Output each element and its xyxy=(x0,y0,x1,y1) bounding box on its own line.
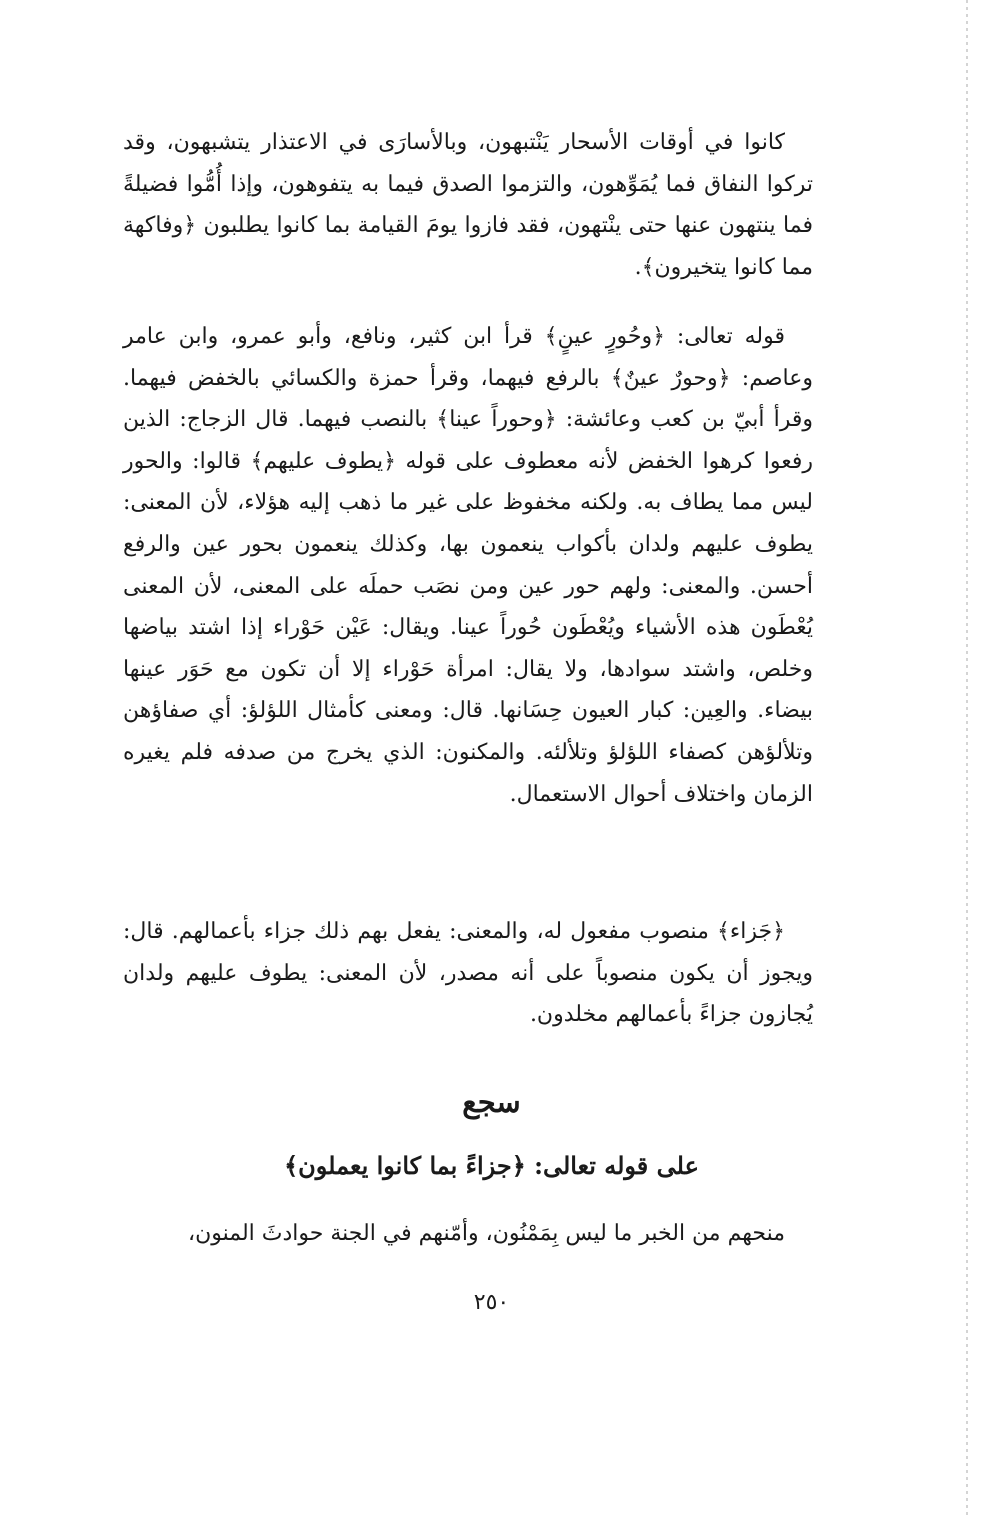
paragraph-3-text: ﴿جَزاء﴾ منصوب مفعول له، والمعنى: يفعل بهم ذلك جزاء بأعمالهم. قال: ويجوز أن يكون منصوباً على أنه مصدر، لأن المعنى: يطوف عليهم ولدان يُجازون جزاءً بأعمالهم مخلدون. xyxy=(123,919,813,1028)
paragraph-2-text: قوله تعالى: ﴿وحُورٍ عينٍ﴾ قرأ ابن كثير، ونافع، وأبو عمرو، وابن عامر وعاصم: ﴿وحورٌ عينٌ﴾ بالرفع فيهما، وقرأ حمزة والكسائي بالخفض فيهما. وقرأ أبيّ بن كعب وعائشة: ﴿وحوراً عينا﴾ بالنصب فيهما. قال الزجاج: الذين رفعوا كرهوا الخفض لأنه معطوف على قوله ﴿يطوف عليهم﴾ قالوا: والحور ليس مما يطاف به. ولكنه مخفوظ على غير ما ذهب إليه هؤلاء، لأن المعنى: يطوف عليهم ولدان بأكواب ينعمون بها، وكذلك ينعمون بحور عين والرفع أحسن. والمعنى: ولهم حور عين ومن نصَب حملَه على المعنى، لأن المعنى يُعْطَون هذه الأشياء ويُعْطَون حُوراً عينا. ويقال: عَيْن حَوْراء إذا اشتد بياضها وخلص، واشتد سوادها، ولا يقال: امرأة حَوْراء إلا أن تكون مع حَوَر عينها بيضاء. والعِين: كبار العيون حِسَانها. قال: ومعنى كأمثال اللؤلؤ: أي صفاؤهن وتلألؤهن كصفاء اللؤلؤ وتلألئه. والمكنون: الذي يخرج من صدفه فلم يغيره الزمان واختلاف أحوال الاستعمال. xyxy=(123,324,813,807)
paragraph-3 xyxy=(123,911,813,1036)
paragraph-1-text: كانوا في أوقات الأسحار يَنْتبهون، وبالأسارَى في الاعتذار يتشبهون، وقد تركوا النفاق فما يُمَوِّهون، والتزموا الصدق فيما به يتفوهون، وإذا أُمُّوا فضيلةً فما ينتهون عنها حتى ينْتهون، فقد فازوا يومَ القيامة بما كانوا يطلبون ﴿وفاكهة مما كانوا يتخيرون﴾. xyxy=(123,130,813,280)
section-paragraph xyxy=(123,1213,813,1255)
section-title: سجع xyxy=(462,1085,521,1119)
paragraph-2 xyxy=(123,316,813,815)
section-paragraph-text: منحهم من الخبر ما ليس بِمَمْنُون، وأمّنهم في الجنة حوادثَ المنون، xyxy=(188,1221,785,1246)
section-subtitle: على قوله تعالى: ﴿جزاءً بما كانوا يعملون﴾ xyxy=(284,1151,699,1180)
paragraph-1 xyxy=(123,122,813,288)
page-number: ٢٥٠ xyxy=(473,1290,510,1315)
